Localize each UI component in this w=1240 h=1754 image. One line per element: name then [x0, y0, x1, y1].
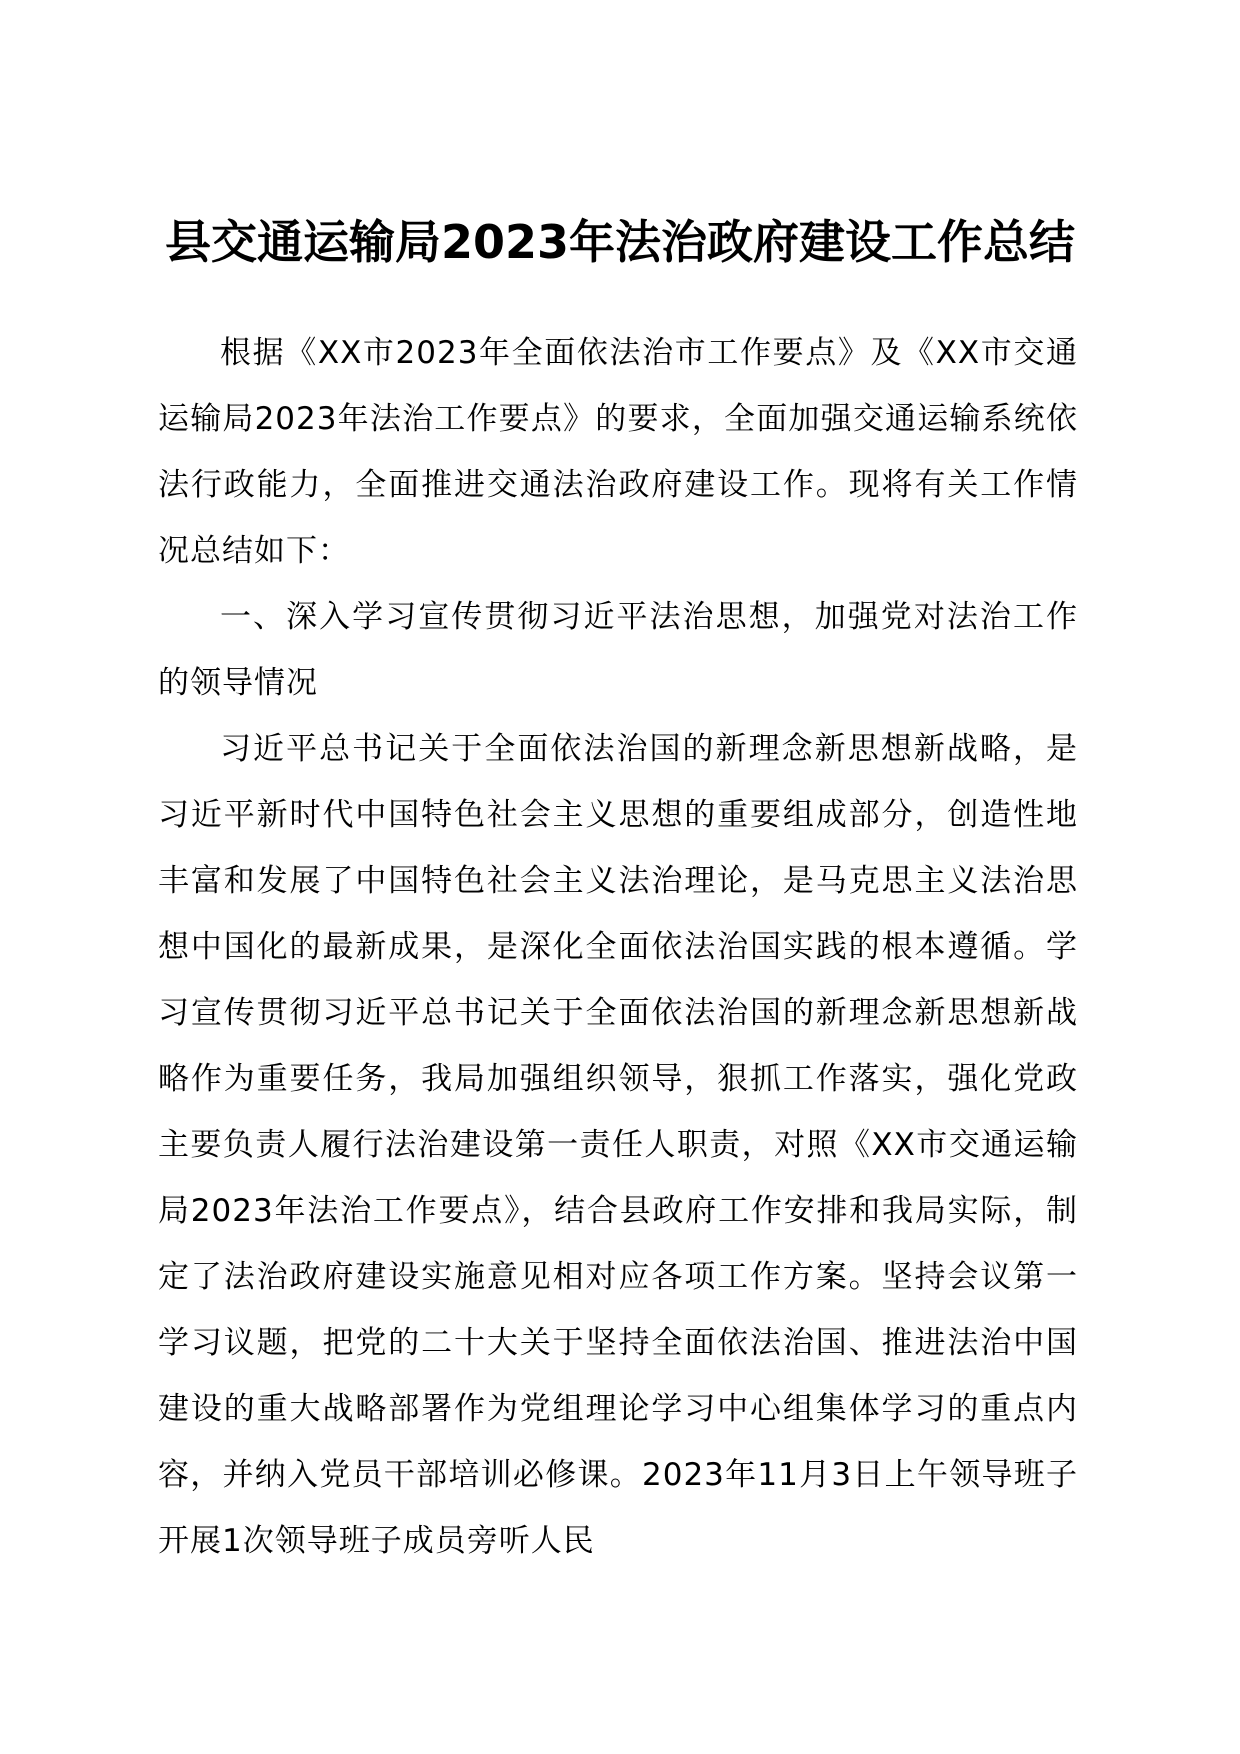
section-heading-1: 一、深入学习宣传贯彻习近平法治思想，加强党对法治工作的领导情况: [158, 599, 1078, 701]
document-body: [158, 320, 1078, 1574]
intro-paragraph: 根据《XX市2023年全面依法治市工作要点》及《XX市交通运输局2023年法治工作要点》的要求，全面加强交通运输系统依法行政能力，全面推进交通法治政府建设工作。现将有关工作情况总结如下：: [158, 335, 1078, 569]
body-paragraph: 习近平总书记关于全面依法治国的新理念新思想新战略，是习近平新时代中国特色社会主义思想的重要组成部分，创造性地丰富和发展了中国特色社会主义法治理论，是马克思主义法治思想中国化的最新成果，是深化全面依法治国实践的根本遵循。学习宣传贯彻习近平总书记关于全面依法治国的新理念新思想新战略作为重要任务，我局加强组织领导，狠抓工作落实，强化党政主要负责人履行法治建设第一责任人职责，对照《XX市交通运输局2023年法治工作要点》，结合县政府工作安排和我局实际，制定了法治政府建设实施意见相对应各项工作方案。坚持会议第一学习议题，把党的二十大关于坚持全面依法治国、推进法治中国建设的重大战略部署作为党组理论学习中心组集体学习的重点内容，并纳入党员干部培训必修课。2023年11月3日上午领导班子开展1次领导班子成员旁听人民: [158, 731, 1078, 1559]
document-title: 县交通运输局2023年法治政府建设工作总结: [164, 215, 1076, 269]
